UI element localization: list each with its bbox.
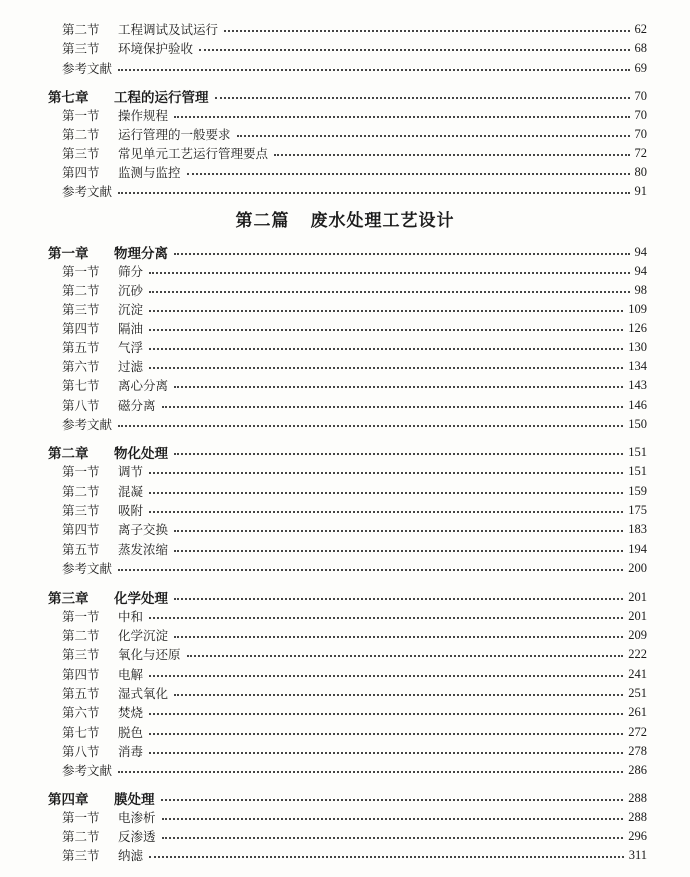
chapter-title: 化学处理 xyxy=(114,591,168,607)
toc-section-entry[interactable] xyxy=(0,500,690,520)
page-number: 261 xyxy=(628,704,647,719)
toc-section-entry[interactable] xyxy=(0,845,690,865)
toc-references-entry[interactable] xyxy=(0,414,690,434)
dot-leader xyxy=(161,799,624,801)
section-title: 蒸发浓缩 xyxy=(118,542,169,557)
toc-section-entry[interactable] xyxy=(0,481,690,501)
chapter-number: 第三章 xyxy=(48,591,89,607)
dot-leader xyxy=(149,675,623,677)
section-number: 第三节 xyxy=(62,503,100,518)
dot-leader xyxy=(174,386,623,388)
page-number: 130 xyxy=(628,339,647,354)
dot-leader xyxy=(149,329,623,331)
section-title: 气浮 xyxy=(118,340,144,355)
dot-leader xyxy=(149,713,623,715)
section-title: 焚烧 xyxy=(118,705,144,720)
section-title: 反渗透 xyxy=(118,829,156,844)
section-number: 第三节 xyxy=(62,302,100,317)
page-number: 200 xyxy=(628,560,647,575)
page-number: 288 xyxy=(628,809,647,824)
page-number: 251 xyxy=(628,685,647,700)
dot-leader xyxy=(118,771,623,773)
toc-references-entry[interactable] xyxy=(0,58,690,78)
dot-leader xyxy=(174,550,623,552)
part-number: 第二篇 xyxy=(235,211,290,231)
section-number: 第三节 xyxy=(62,146,100,161)
references-label: 参考文献 xyxy=(62,417,113,432)
page-number: 201 xyxy=(628,608,647,623)
section-number: 第二节 xyxy=(62,829,100,844)
dot-leader xyxy=(149,310,623,312)
toc-chapter-entry[interactable] xyxy=(0,788,690,808)
page-number: 150 xyxy=(628,416,647,431)
chapter-title: 工程的运行管理 xyxy=(114,90,209,106)
section-number: 第六节 xyxy=(62,705,100,720)
page-number: 91 xyxy=(634,183,647,198)
chapter-title: 物理分离 xyxy=(114,246,168,262)
page-number: 68 xyxy=(634,40,647,55)
section-number: 第八节 xyxy=(62,744,100,759)
dot-leader xyxy=(149,367,623,369)
section-title: 筛分 xyxy=(118,264,144,279)
chapter-number: 第一章 xyxy=(48,246,89,262)
page-number: 146 xyxy=(628,397,647,412)
section-title: 化学沉淀 xyxy=(118,628,169,643)
page-number: 288 xyxy=(628,790,647,805)
dot-leader xyxy=(149,472,623,474)
dot-leader xyxy=(237,135,630,137)
chapter-number: 第七章 xyxy=(48,90,89,106)
page-number: 80 xyxy=(634,164,647,179)
toc-section-entry[interactable] xyxy=(0,807,690,827)
toc-chapter-entry[interactable] xyxy=(0,442,690,462)
section-title: 磁分离 xyxy=(118,398,156,413)
toc-section-entry[interactable] xyxy=(0,124,690,144)
toc-section-entry[interactable] xyxy=(0,741,690,761)
section-title: 脱色 xyxy=(118,725,144,740)
section-title: 吸附 xyxy=(118,503,144,518)
page-number: 286 xyxy=(628,762,647,777)
toc-section-entry[interactable] xyxy=(0,318,690,338)
toc-section-entry[interactable] xyxy=(0,375,690,395)
section-title: 电渗析 xyxy=(118,810,156,825)
toc-chapter-entry[interactable] xyxy=(0,86,690,106)
section-number: 第二节 xyxy=(62,127,100,142)
page-number: 70 xyxy=(634,107,647,122)
dot-leader xyxy=(118,425,623,427)
references-label: 参考文献 xyxy=(62,763,113,778)
toc-section-entry[interactable] xyxy=(0,337,690,357)
references-label: 参考文献 xyxy=(62,61,113,76)
page-number: 151 xyxy=(628,463,647,478)
chapter-number: 第四章 xyxy=(48,792,89,808)
page-number: 70 xyxy=(634,126,647,141)
toc-chapter-entry[interactable] xyxy=(0,587,690,607)
section-title: 纳滤 xyxy=(118,848,144,863)
dot-leader xyxy=(149,856,624,858)
section-number: 第一节 xyxy=(62,464,100,479)
page-number: 311 xyxy=(628,847,647,862)
section-number: 第五节 xyxy=(62,542,100,557)
dot-leader xyxy=(174,453,623,455)
page-number: 222 xyxy=(628,646,647,661)
chapter-title: 膜处理 xyxy=(114,792,155,808)
dot-leader xyxy=(215,97,630,99)
page-number: 134 xyxy=(628,358,647,373)
dot-leader xyxy=(274,154,629,156)
page-number: 62 xyxy=(634,21,647,36)
toc-section-entry[interactable] xyxy=(0,625,690,645)
section-number: 第四节 xyxy=(62,165,100,180)
page-number: 151 xyxy=(628,444,647,459)
toc-section-entry[interactable] xyxy=(0,162,690,182)
section-title: 中和 xyxy=(118,609,144,624)
toc-section-entry[interactable] xyxy=(0,539,690,559)
dot-leader xyxy=(224,30,629,32)
page-number: 278 xyxy=(628,743,647,758)
page-number: 159 xyxy=(628,483,647,498)
page-number: 296 xyxy=(628,828,647,843)
page-number: 69 xyxy=(634,60,647,75)
toc-section-entry[interactable] xyxy=(0,826,690,846)
page-number: 201 xyxy=(628,589,647,604)
section-number: 第一节 xyxy=(62,810,100,825)
section-number: 第一节 xyxy=(62,609,100,624)
dot-leader xyxy=(174,253,630,255)
section-title: 离子交换 xyxy=(118,522,169,537)
page-number: 70 xyxy=(634,88,647,103)
section-number: 第一节 xyxy=(62,108,100,123)
section-title: 离心分离 xyxy=(118,378,169,393)
dot-leader xyxy=(149,348,623,350)
toc-chapter-entry[interactable] xyxy=(0,242,690,262)
section-title: 环境保护验收 xyxy=(118,41,194,56)
dot-leader xyxy=(162,837,624,839)
toc-section-entry[interactable] xyxy=(0,644,690,664)
section-title: 氧化与还原 xyxy=(118,647,181,662)
toc-section-entry[interactable] xyxy=(0,299,690,319)
part-title: 废水处理工艺设计 xyxy=(310,211,455,231)
dot-leader xyxy=(149,617,623,619)
part-heading xyxy=(0,206,690,231)
page-number: 143 xyxy=(628,377,647,392)
section-title: 运行管理的一般要求 xyxy=(118,127,231,142)
toc-section-entry[interactable] xyxy=(0,664,690,684)
section-title: 调节 xyxy=(118,464,144,479)
section-number: 第七节 xyxy=(62,378,100,393)
dot-leader xyxy=(118,569,623,571)
page-number: 175 xyxy=(628,502,647,517)
references-label: 参考文献 xyxy=(62,184,113,199)
dot-leader xyxy=(174,636,623,638)
section-title: 过滤 xyxy=(118,359,144,374)
page-number: 98 xyxy=(634,282,647,297)
page-number: 183 xyxy=(628,521,647,536)
toc-section-entry[interactable] xyxy=(0,261,690,281)
dot-leader xyxy=(162,818,624,820)
section-number: 第二节 xyxy=(62,22,100,37)
toc-references-entry[interactable] xyxy=(0,558,690,578)
toc-section-entry[interactable] xyxy=(0,395,690,415)
section-title: 消毒 xyxy=(118,744,144,759)
page-number: 209 xyxy=(628,627,647,642)
dot-leader xyxy=(174,116,629,118)
dot-leader xyxy=(149,291,629,293)
section-number: 第四节 xyxy=(62,667,100,682)
dot-leader xyxy=(149,511,623,513)
section-number: 第五节 xyxy=(62,340,100,355)
page-number: 194 xyxy=(628,541,647,556)
section-number: 第三节 xyxy=(62,41,100,56)
page-number: 72 xyxy=(634,145,647,160)
toc-section-entry[interactable] xyxy=(0,519,690,539)
dot-leader xyxy=(118,69,629,71)
dot-leader xyxy=(149,752,623,754)
section-title: 监测与监控 xyxy=(118,165,181,180)
dot-leader xyxy=(149,272,629,274)
section-number: 第三节 xyxy=(62,647,100,662)
toc-section-entry[interactable] xyxy=(0,280,690,300)
section-number: 第二节 xyxy=(62,283,100,298)
section-number: 第三节 xyxy=(62,848,100,863)
section-title: 工程调试及试运行 xyxy=(118,22,219,37)
section-title: 湿式氧化 xyxy=(118,686,169,701)
toc-section-entry[interactable] xyxy=(0,683,690,703)
dot-leader xyxy=(174,694,623,696)
section-title: 隔油 xyxy=(118,321,144,336)
page-number: 94 xyxy=(634,244,647,259)
chapter-number: 第二章 xyxy=(48,446,89,462)
section-title: 沉淀 xyxy=(118,302,144,317)
dot-leader xyxy=(174,530,623,532)
chapter-title: 物化处理 xyxy=(114,446,168,462)
toc-section-entry[interactable] xyxy=(0,722,690,742)
toc-section-entry[interactable] xyxy=(0,606,690,626)
section-title: 常见单元工艺运行管理要点 xyxy=(118,146,269,161)
dot-leader xyxy=(187,173,630,175)
section-title: 操作规程 xyxy=(118,108,169,123)
page-number: 94 xyxy=(634,263,647,278)
dot-leader xyxy=(187,655,624,657)
dot-leader xyxy=(199,49,629,51)
section-number: 第二节 xyxy=(62,628,100,643)
toc-references-entry[interactable] xyxy=(0,181,690,201)
section-number: 第八节 xyxy=(62,398,100,413)
page-number: 126 xyxy=(628,320,647,335)
dot-leader xyxy=(149,492,623,494)
dot-leader xyxy=(174,598,623,600)
section-number: 第四节 xyxy=(62,321,100,336)
toc-references-entry[interactable] xyxy=(0,760,690,780)
section-title: 混凝 xyxy=(118,484,144,499)
toc-section-entry[interactable] xyxy=(0,143,690,163)
section-number: 第四节 xyxy=(62,522,100,537)
toc-section-entry[interactable] xyxy=(0,105,690,125)
section-number: 第六节 xyxy=(62,359,100,374)
toc-section-entry[interactable] xyxy=(0,356,690,376)
dot-leader xyxy=(162,406,624,408)
page-number: 272 xyxy=(628,724,647,739)
dot-leader xyxy=(149,733,623,735)
toc-section-entry[interactable] xyxy=(0,19,690,39)
section-title: 沉砂 xyxy=(118,283,144,298)
dot-leader xyxy=(118,192,629,194)
section-number: 第二节 xyxy=(62,484,100,499)
section-title: 电解 xyxy=(118,667,144,682)
toc-section-entry[interactable] xyxy=(0,702,690,722)
section-number: 第七节 xyxy=(62,725,100,740)
section-number: 第五节 xyxy=(62,686,100,701)
toc-section-entry[interactable] xyxy=(0,38,690,58)
toc-section-entry[interactable] xyxy=(0,461,690,481)
section-number: 第一节 xyxy=(62,264,100,279)
page-number: 109 xyxy=(628,301,647,316)
references-label: 参考文献 xyxy=(62,561,113,576)
page-number: 241 xyxy=(628,666,647,681)
